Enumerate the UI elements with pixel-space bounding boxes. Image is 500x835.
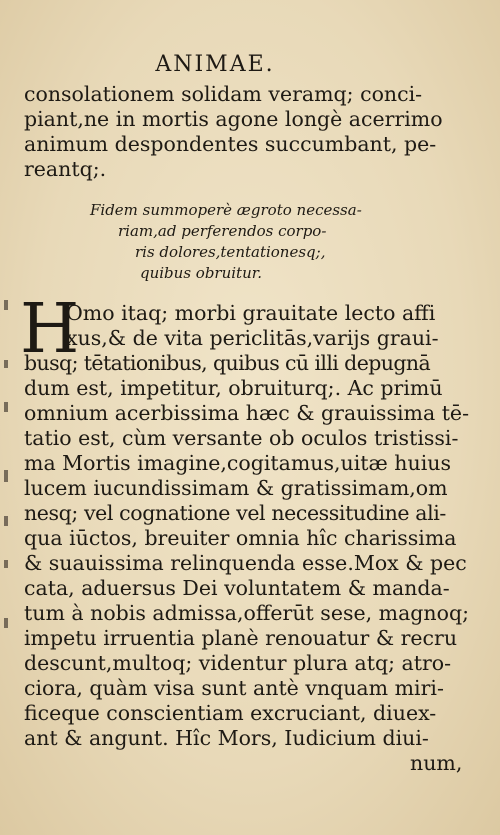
body-line: ficeque conscientiam excruciant, diuex- [24,701,437,725]
intro-line: animum despondentes succumbant, pe- [24,132,437,156]
margin-mark [4,300,8,310]
body-line: busq; tētationibus, quibus cū illi depugnā [24,351,431,375]
body-line: cata, aduersus Dei voluntatem & manda- [24,576,450,600]
gloss-line: riam,ad perferendos corpo- [118,222,327,240]
body-line: lucem iucundissimam & gratissimam,om [24,476,448,500]
body-line: Omo itaq; morbi grauitate lecto affi [66,301,436,325]
gloss-line: ris dolores,tentationesq;, [135,243,326,261]
body-line: impetu irruentia planè renouatur & recru [24,626,458,650]
body-line: dum est, impetitur, obruiturq;. Ac primū [24,376,443,400]
body-line: qua iūctos, breuiter omnia hîc charissima [24,526,457,550]
body-line: num, [410,751,463,775]
body-line: xus,& de vita periclitās,varijs graui- [66,326,439,350]
body-line: tatio est, cùm versante ob oculos tristissi- [24,426,459,450]
body-line: & suauissima relinquenda esse.Mox & pec [24,551,467,575]
drop-cap: H [20,290,80,369]
body-line: descunt,multoq; videntur plura atq; atro- [24,651,452,675]
intro-line: piant,ne in mortis agone longè acerrimo [24,107,443,131]
body-line: omnium acerbissima hæc & grauissima tē- [24,401,469,425]
body-line: ant & angunt. Hîc Mors, Iudicium diui- [24,726,429,750]
body-line: nesq; vel cognatione vel necessitudine ali- [24,501,446,525]
margin-mark [4,516,8,526]
body-line: ciora, quàm visa sunt antè vnquam miri- [24,676,444,700]
intro-line: reantq;. [24,157,107,181]
running-header: ANIMAE. [155,52,275,77]
margin-mark [4,360,8,368]
intro-line: consolationem solidam veramq; conci- [24,82,423,106]
margin-mark [4,618,8,628]
gloss-line: quibus obruitur. [140,264,263,282]
margin-mark [4,402,8,412]
margin-mark [4,470,8,482]
body-line: tum à nobis admissa,offerūt sese, magnoq; [24,601,470,625]
margin-mark [4,560,8,568]
gloss-line: Fidem summoperè ægroto necessa- [90,201,362,219]
body-line: ma Mortis imagine,cogitamus,uitæ huius [24,451,451,475]
